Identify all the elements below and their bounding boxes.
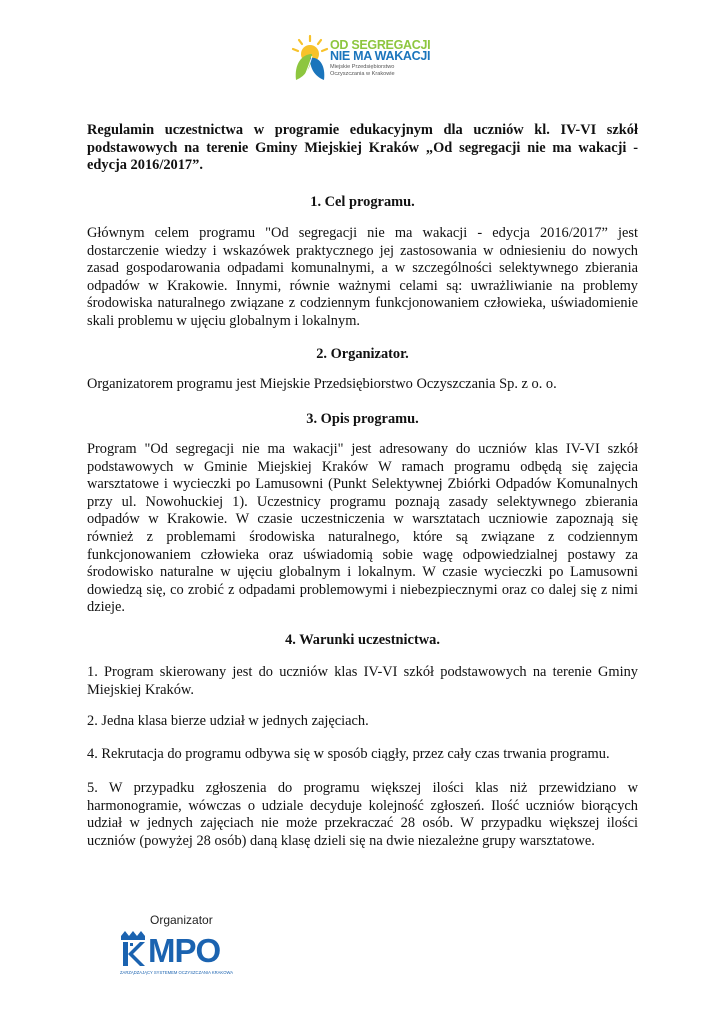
organizer-label: Organizator	[150, 913, 213, 927]
mpo-logo-text: MPO	[148, 932, 221, 969]
header-logo	[290, 34, 440, 86]
document-title: Regulamin uczestnictwa w programie edukacyjnym dla uczniów kl. IV-VI szkół podstawowych na terenie Gminy Miejskiej Kraków „Od segregacji nie ma wakacji - edycja 2016/2017”.	[87, 122, 638, 174]
section-heading-2: 2. Organizator.	[316, 346, 409, 362]
section-3-paragraph: Program "Od segregacji nie ma wakacji" jest adresowany do uczniów klas IV-VI szkół podstawowych w Gminie Miejskiej Kraków W ramach programu odbędą się zajęcia warsztatowe i wycieczki po Lamusowni (Punkt Selektywnej Zbiórki Odpadów Komunalnych przy ul. Nowohuckiej 1). Uczestnicy programu poznają zasady selektywnego zbierania odpadów w Krakowie. W czasie uczestniczenia w warsztatach uczniowie zapoznają się również z problemami środowiska naturalnego, które są związane z codziennym funkcjonowaniem człowieka oraz uświadomią sobie wagę odpowiedzialnej postawy za środowisko naturalne w ujęciu globalnym i lokalnym. W czasie wycieczki po Lamusowni dowiedzą się, co zrobić z odpadami problemowymi i niebezpiecznymi oraz co dalej się z nimi dzieje.	[87, 441, 638, 616]
section-2-paragraph: Organizatorem programu jest Miejskie Przedsiębiorstwo Oczyszczania Sp. z o. o.	[87, 376, 557, 392]
logo-title	[330, 40, 430, 62]
section-heading-3: 3. Opis programu.	[306, 411, 419, 427]
section-4-item-2: 2. Jedna klasa bierze udział w jednych zajęciach.	[87, 713, 369, 729]
krakow-crown-icon	[118, 930, 148, 970]
section-4-item-4: 5. W przypadku zgłoszenia do programu większej ilości klas niż przewidziano w harmonogramie, wówczas o udziale decyduje kolejność zgłoszeń. Ilość uczniów biorących udział w jednych zajęciach nie może przekraczać 28 osób. W przypadku większej ilości uczniów (powyżej 28 osób) daną klasę dzieli się na dwie niezależne grupy warsztatowe.	[87, 780, 638, 849]
section-4-item-1: 1. Program skierowany jest do uczniów klas IV-VI szkół podstawowych na terenie Gminy Miejskiej Kraków.	[87, 664, 638, 698]
logo-line2: NIE MA WAKACJI	[330, 49, 431, 63]
section-heading-1: 1. Cel programu.	[310, 194, 415, 210]
section-heading-4: 4. Warunki uczestnictwa.	[285, 632, 440, 648]
section-1-paragraph: Głównym celem programu "Od segregacji nie ma wakacji - edycja 2016/2017” jest dostarczenie wiedzy i wskazówek praktycznego jej zastosowania w odniesieniu do nowych zasad gospodarowania odpadami komunalnymi, a w szczególności selektywnego zbierania odpadów w Krakowie. Innymi, równie ważnymi celami są: uwrażliwianie na problemy środowiska naturalnego związane z codziennym funkcjonowaniem człowieka, uświadomienie skali problemu w ujęciu globalnym i lokalnym.	[87, 225, 638, 329]
logo-subtitle: Miejskie Przedsiębiorstwo Oczyszczania w Krakowie	[330, 64, 395, 77]
recycling-sun-leaf-icon	[290, 34, 330, 86]
logo-line1: OD SEGREGACJI	[330, 38, 431, 52]
mpo-logo	[118, 930, 238, 980]
section-4-item-3: 4. Rekrutacja do programu odbywa się w sposób ciągły, przez cały czas trwania programu.	[87, 746, 610, 762]
mpo-logo-subtitle: ZARZĄDZAJĄCY SYSTEMEM OCZYSZCZANIA KRAKOWA	[120, 970, 234, 975]
